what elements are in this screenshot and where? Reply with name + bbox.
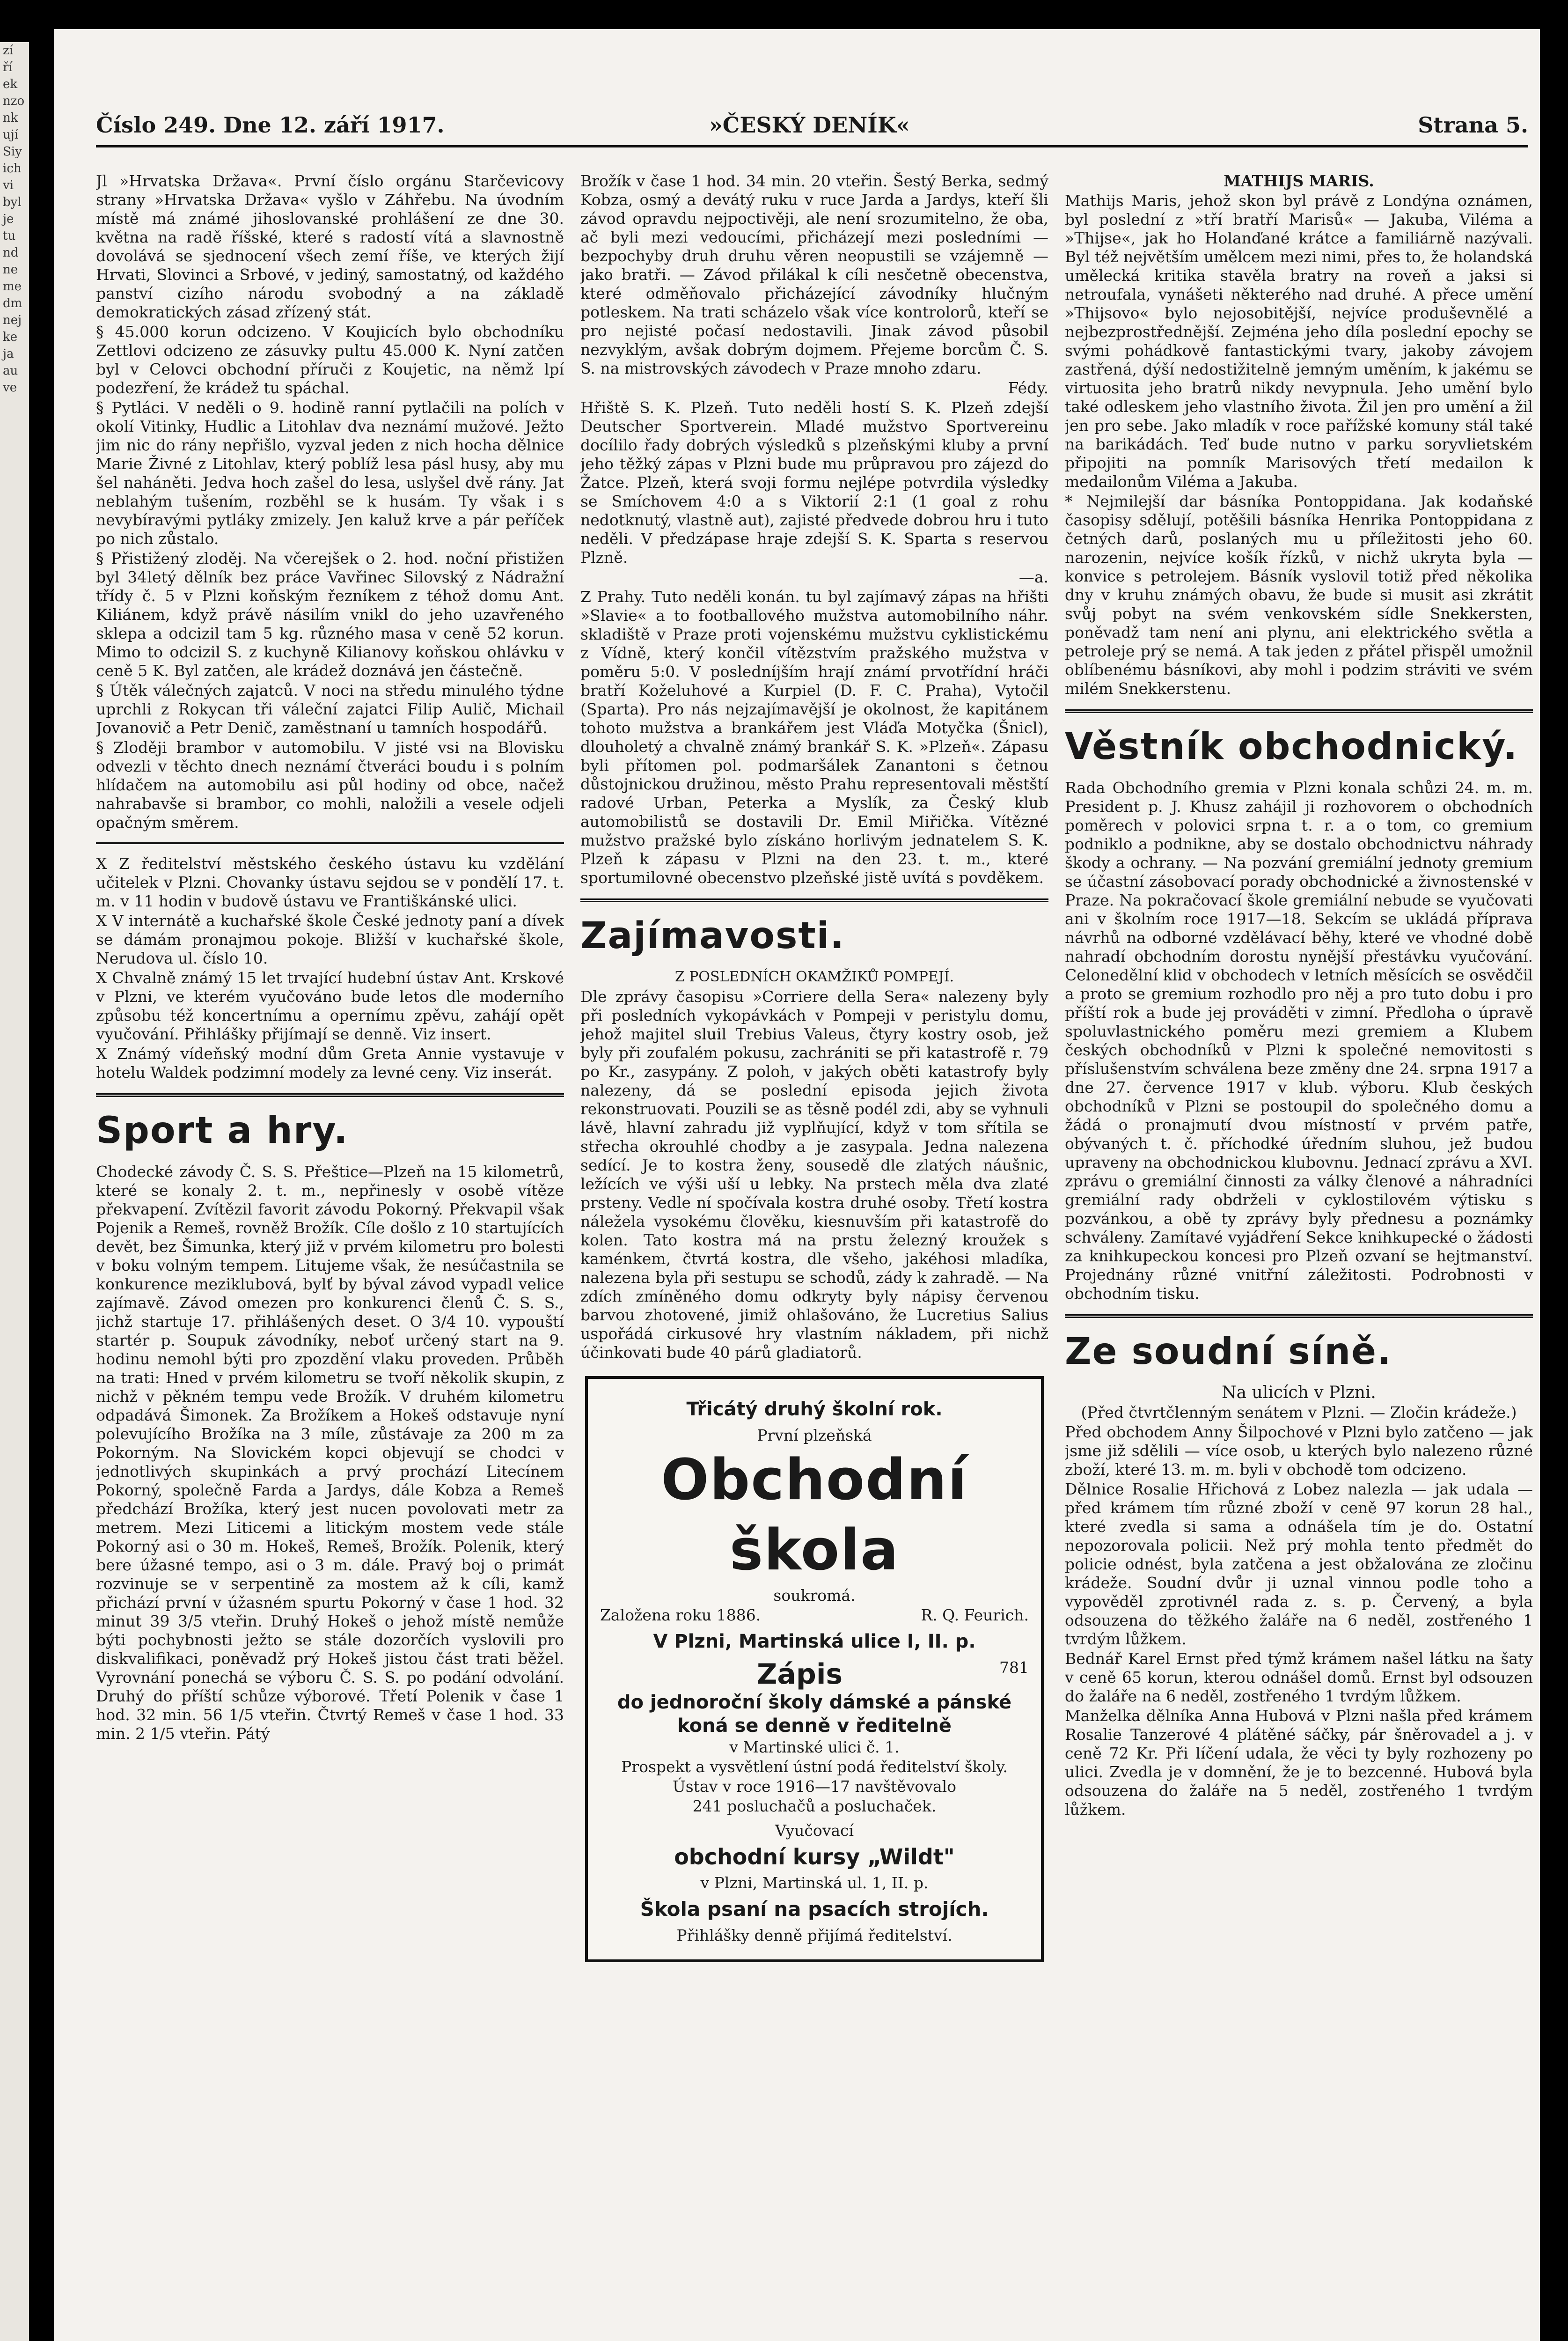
notice-reditelstvi: X Z ředitelství městského českého ústavu ku vzdělání učitelek v Plzni. Chovanky ústavu sejdou se v pondělí 17. t. m. v 11 hodin v budově ústavu ve Františkánské ulici.	[96, 854, 564, 910]
newspaper-title: »ČESKÝ DENÍK«	[709, 112, 910, 138]
article-pytlaci: § Pytláci. V neděli o 9. hodině ranní pytlačili na polích v okolí Vitinky, Hudlic a Litohlav dva neznámí mužové. Ježto jim nic do rány nepřišlo, vyzval jeden z nich hocha dělnice Marie Živné z Litohlav, který poblíž lesa pásl husy, aby mu šel naháněti. Jedva hoch zašel do lesa, uslyšel dvě rány. Jat neblahým tušením, rozběhl se k husám. Ty však i s nevybíravými pytláky zmizely. Jen kaluž krve a pár peříček po nich zůstalo.	[96, 398, 564, 548]
article-mathijs-maris: Mathijs Maris, jehož skon byl právě z Londýna oznámen, byl poslední z »tří bratří Marisů« — Jakuba, Viléma a »Thijse«, jak ho Holanďané krátce a familiárně nazývali. Byl též největším umělcem mezi nimi, přes to, že holandská umělecká kritika stavěla bratry na roveň a jaksi si netroufala, vynášeti některého nad druhé. A přece umění »Thijsovo« bylo nejosobitější, nejvíce produševnělé a nejbezprostřednější. Zejména jeho díla poslední epochy se svými pohádkově fantastickými tvary, jakoby závojem zastřená, dýší nedostižitelně jemným uměním, k jakému se virtuosita jeho bratrů nikdy nevypnula. Jeho umění bylo také odleskem jeho vlastního života. Žil jen pro umění a žil jen pro sebe. Jako mladík v roce pařížské komuny stál také na barikádách. Teď bude nutno v parku soryvlietském připojiti na pomník Marisových třetí medailon k medailonům Viléma a Jakuba.	[1065, 191, 1533, 491]
notice-hudebni-ustav: X Chvalně známý 15 let trvající hudební ústav Ant. Krskové v Plzni, ve kterém vyučováno bude letos dle moderního způsobu též koncertnímu a opernímu zpěvu, zahájí opět vyučování. Přihlášky přijímají se denně. Viz insert.	[96, 969, 564, 1043]
column-2	[580, 172, 1048, 2330]
ad-founded: Založena roku 1886.	[600, 1606, 761, 1624]
divider	[580, 898, 1048, 902]
ad-line: Škola psaní na psacích strojích.	[640, 1898, 989, 1921]
article-silpochova: Před obchodem Anny Šilpochové v Plzni bylo zatčeno — jak jsme již sdělili — více osob, u kterých bylo nalezeno různé zboží, které 13. m. m. byli v obchodě tom odcizeno.	[1065, 1423, 1533, 1479]
divider	[1065, 1314, 1533, 1318]
ad-row	[600, 1605, 1029, 1625]
prev-fragment: au	[3, 364, 18, 378]
article-utek-zajatcu: § Útěk válečných zajatců. V noci na středu minulého týdne uprchli z Rokycan tři váleční zajatci Filip Aulič, Michail Jovanovič a Petr Denič, zaměstnaní u tamních hospodářů.	[96, 681, 564, 737]
ad-line: První plzeňská	[757, 1426, 872, 1444]
masthead-rule	[96, 145, 1528, 147]
ad-title: Obchodní škola	[661, 1448, 968, 1583]
notice-internat: X V internátě a kuchařské škole České jednoty paní a dívek se dámám pronajmou pokoje. Bližší v kuchařské škole, Nerudova ul. číslo 10.	[96, 912, 564, 967]
prev-fragment: ří	[3, 60, 13, 74]
ad-line: Ústav v roce 1916—17 navštěvovalo	[672, 1777, 957, 1796]
article-chodecke-zavody-cont: Brožík v čase 1 hod. 34 min. 20 vteřin. Šestý Berka, sedmý Kobza, osmý a devátý ruku v ruce Jarda a Jardys, kteří šli závod opravdu nejpoctivěji, ale není srozumitelno, že oba, ač byli mezi vedoucími, přicházejí mezi posledními — bezpochyby druh druhu věren neopustili se vzájemně — jako bratři. — Závod přilákal k cíli nesčetně obecenstva, které odměňovalo přicházející závodníky hlučným potleskem. Na trati scházelo však více kontrolorů, kteří se pro nejisté počasí nedostavili. Jinak závod působil nezvyklým, avšak dobrým dojmem. Přejeme borcům Č. S. S. na mistrovských závodech v Praze mnoho zdaru.	[580, 172, 1048, 377]
ad-line: soukromá.	[773, 1586, 856, 1605]
article-pristizeny-zlodej: § Přistižený zloděj. Na včerejšek o 2. hod. noční přistižen byl 34letý dělník bez práce Vavřinec Silovský z Nádražní třídy č. 5 v Plzni koňským řezníkem z téhož domu Ant. Kiliánem, když právě násilím vnikl do jeho uzavřeného sklepa a odcizil tam 5 kg. různého masa v ceně 52 korun. Mimo to odcizil S. z kuchyně Kilianovy koňskou ohlávku v ceně 5 K. Byl zatčen, ale krádež doznává jen částečně.	[96, 549, 564, 680]
ad-zapis: Zápis	[756, 1658, 843, 1691]
column-1	[96, 172, 564, 2330]
prev-fragment: ve	[3, 381, 17, 395]
newspaper-page	[54, 29, 1540, 2341]
section-heading-sport: Sport a hry.	[96, 1110, 349, 1152]
prev-fragment: nk	[3, 111, 18, 125]
notice-modni-dum: X Známý vídeňský modní dům Greta Annie vystavuje v hotelu Waldek podzimní modely za levné ceny. Viz inserát.	[96, 1045, 564, 1082]
article-hrichova: Dělnice Rosalie Hřichová z Lobez nalezla — jak udala — před krámem tím různé zboží v ceně 97 korun 28 hal., které zvedla si sama a odnášela tím je do. Ostatní nepozorovala policii. Než prý mohla tento předmět do policie odnést, byla zatčena a jest obžalována ze zločinu krádeže. Soudní dvůr ji uznal vinnou podle toho a vypověděl zprotivnél rada z. s. p. Červený, a byla odsouzena do těžkého žaláře na 6 neděl, zostřeného 1 tvrdým lůžkem.	[1065, 1480, 1533, 1648]
article-korun-odcizeno: § 45.000 korun odcizeno. V Koujicích bylo obchodníku Zettlovi odcizeno ze zásuvky pultu 45.000 K. Nyní zatčen byl v Celovci obchodní příruči z Koujetic, na němž lpí podezření, že krádež tu spáchal.	[96, 323, 564, 397]
prev-fragment: me	[3, 280, 22, 294]
prev-fragment: byl	[3, 195, 22, 209]
ad-number: 781	[999, 1658, 1029, 1677]
article-pontoppidan: * Nejmilejší dar básníka Pontoppidana. Jak kodaňské časopisy sdělují, potěšili básníka Henrika Pontoppidana z četných darů, poslaných mu u příležitosti jeho 60. narozenin, nejvíce košík řízků, v nichž ukryta byla — konvice s petrolejem. Básník vyslovil totiž před několika dny v kruhu známých obavu, že bude si musit asi zkrátit svůj pobyt na svém venkovském sídle Snekkersten, poněvadž tam není ani plynu, ani elektrického světla a petroleje prý se nemá. A tak jeden z přátel přispěl umožnil oblíbenému básníkovi, aby mohl i podzim stráviti ve svém milém Snekkerstenu.	[1065, 492, 1533, 698]
prev-fragment: Siy	[3, 145, 22, 159]
prev-fragment: ne	[3, 263, 18, 277]
article-ernst: Bednář Karel Ernst před týmž krámem našel látku na šaty v ceně 65 korun, kterou odnášel domů. Ernst byl odsouzen do žaláře na 6 neděl, zostřeného 1 tvrdým lůžkem.	[1065, 1649, 1533, 1705]
ad-line: Prospekt a vysvětlení ústní podá ředitelství školy.	[621, 1758, 1008, 1776]
prev-fragment: nzo	[3, 94, 25, 108]
prev-fragment: ke	[3, 330, 18, 344]
prev-fragment: zí	[3, 44, 14, 58]
article-hrvatska-drzava: Jl »Hrvatska Država«. První číslo orgánu Starčevicovy strany »Hrvatska Država« vyšlo v Záhřebu. Na úvodním místě má známé jihoslovanské prohlášení ze dne 30. května na radě říšské, které s radostí vítá a slavnostně dovolává se sjednocení všech zemí říše, ve kterých žijí Hrvati, Slovinci a Srbové, v jediný, samostatný, od každého panství cizího národu svobodný a na základě demokratických zásad zřízený stát.	[96, 172, 564, 321]
article-chodecke-zavody: Chodecké závody Č. S. S. Přeštice—Plzeň na 15 kilometrů, které se konaly 2. t. m., nepřinesly v osobě vítěze překvapení. Zvítězil favorit závodu Pokorný. Překvapil však Pojenik a Remeš, rovněž Brožík. Cíle došlo z 10 startujících devět, bez Šimunka, který již v prvém kilometru pro bolesti v boku volným tempem. Litujeme však, že nesúčastnila se konkurence meziklubová, bylť by býval závod vypadl velice zajímavě. Závod omezen pro konkurenci členů Č. S. S., jichž startuje 17. přihlášených deset. O 3/4 10. vypouští startér p. Soupuk závodníky, neboť určený start na 9. hodinu nemohl býti pro zpozdění vlaku proveden. Průběh na trati: Hned v prvém kilometru se tvoří několik skupin, z nichž v pěkném tempu vede Brožík. V druhém kilometru odpadává Šimonek. Za Brožíkem a Hokeš odstavuje nyní polevujícího Brožíka na 3 míle, zůstávaje za 200 m za Pokorným. Na Slovickém kopci objevují se chodci v jednotlivých skupinkách a prvý prochází Litecínem Pokorný, společně Farda a Jardys, dále Kobza a Remeš předchází Brožíka, který jest nucen povolovati metr za metrem. Mezi Liticemi a litickým mostem vede stále Pokorný asi o 30 m. Hokeš, Remeš, Brožík. Polenik, který bere úžasné tempo, asi o 3 m. dále. Pravý boj o primát rozvinuje se v serpentině za mostem až k cíli, kamž přichází první v úžasném spurtu Pokorný v čase 1 hod. 32 minut 39 3/5 vteřin. Druhý Hokeš o jehož místě nemůže býti pochybnosti ježto se stále dozorčích vyslovili pro diskvalifikaci, poněvadž prý Hokeš jistou část trati běžel. Vyrovnání ponechá se výboru Č. S. S. po podání odvolání. Druhý do příští schůze výborové. Třetí Polenik v čase 1 hod. 32 min. 56 1/5 vteřin. Čtvrtý Remeš v čase 1 hod. 33 min. 2 1/5 vteřin. Pátý	[96, 1163, 564, 1743]
article-heading: Na ulicích v Plzni.	[1222, 1383, 1376, 1402]
ad-owner: R. Q. Feurich.	[921, 1606, 1029, 1624]
page-number: Strana 5.	[1418, 112, 1528, 138]
prev-fragment: nej	[3, 313, 22, 327]
prev-fragment: tu	[3, 229, 16, 243]
ad-address: V Plzni, Martinská ulice I, II. p.	[653, 1631, 976, 1652]
prev-fragment: je	[3, 212, 14, 226]
article-subheading: (Před čtvrtčlenným senátem v Plzni. — Zločin krádeže.)	[1081, 1403, 1517, 1421]
section-heading-obchodnicky: Věstník obchodnický.	[1065, 726, 1518, 768]
article-subheading: Z POSLEDNÍCH OKAMŽIKŮ POMPEJÍ.	[674, 969, 954, 985]
ad-line: v Plzni, Martinská ul. 1, II. p.	[700, 1874, 929, 1892]
prev-fragment: ují	[3, 128, 19, 142]
article-z-prahy: Z Prahy. Tuto neděli konán. tu byl zajímavý zápas na hřišti »Slavie« a to footballového mužstva automobilního náhr. skladiště v Praze proti vojenskému mužstvu cyklistickému z Vídně, který končil vítězstvím pražského mužstva v poměru 5:0. V posledníjším hrají známí prvotřídní hráči bratří Koželuhové a Kurpiel (D. F. C. Praha), Vytočil (Sparta). Pro nás nejzajímavější je okolnost, že kapitánem tohoto mužstva a brankářem jest Vláďa Motyčka (Šnicl), dlouholetý a chvalně známý brankář S. K. »Plzeň«. Zápasu byli přítomen pol. podmaršálek Zanantoni s četnou důstojnickou družinou, město Prahu representovali městští radové Urban, Peterka a Myslík, za Český klub automobilistů se dostavili Dr. Emil Miřička. Vítězné mužstvo pražské bylo získáno horlivým jednatelem S. K. Plzeň k zápasu v Plzni na den 23. t. m., které sportumilovné obecenstvo plzeňské jistě uvítá s povděkem.	[580, 588, 1048, 887]
issue-info: Číslo 249. Dne 12. září 1917.	[96, 112, 445, 138]
section-heading-soudni: Ze soudní síně.	[1065, 1331, 1392, 1373]
article-heading: MATHIJS MARIS.	[1224, 172, 1374, 190]
masthead	[96, 112, 1528, 150]
advertisement-obchodni-skola	[585, 1376, 1044, 1962]
ad-line: obchodní kursy „Wildt"	[674, 1844, 955, 1870]
article-zlodeji-brambor: § Zloději brambor v automobilu. V jisté vsi na Blovisku odvezli v těchto dnech neznámí čtveráci boudu i s polním hlídačem na automobilu asi půl hodiny od obce, načež nahrabavše si brambor, co mohli, naložili a vesele odjeli opačným směrem.	[96, 738, 564, 832]
divider	[1065, 709, 1533, 713]
signature: —a.	[1018, 568, 1048, 586]
column-3	[1065, 172, 1533, 2330]
previous-page-edge	[0, 42, 29, 2341]
section-heading-zajimavosti: Zajímavosti.	[580, 915, 845, 957]
ad-line: Vyučovací	[775, 1821, 854, 1840]
prev-fragment: ich	[3, 162, 22, 176]
divider	[96, 842, 564, 844]
prev-fragment: dm	[3, 296, 22, 310]
article-obchodni-gremium: Rada Obchodního gremia v Plzni konala schůzi 24. m. m. President p. J. Khusz zahájil ji rozhovorem o obchodních poměrech v polovici srpna t. r. a o tom, co gremium podniklo a podnikne, aby se dostalo obchodnictvu náhrady škody a ochrany. — Na pozvání gremiální jednoty gremium se účastní zásobovací porady obchodnické a živnostenské v Praze. Na pokračovací škole gremiální nebude se vyučovati ani v školním roce 1917—18. Sekcím se ukládá příprava návrhů na odborné vzdělávací běhy, které ve vhodné době nahradí obchodním dorostu nynější přestávku vyučování. Celonedělní klid v obchodech v letních měsících se osvědčil a proto se gremium rozhodlo pro něj a pro tuto dobu i pro příští rok a bude jej prováděti v zimní. Předloha o úpravě spoluvlastnického poměru mezi gremiem a Klubem českých obchodníků v Plzni k společné nemovitosti s příslušenstvím schválena beze změny dne 24. srpna 1917 a dne 27. července 1917 v klub. výboru. Klub českých obchodníků v Plzni se postoupil do společného domu a žádá o pronajmutí dvou místností v prvém patře, obývaných t. č. příchodké úředním sluhou, jež budou upraveny na obchodnickou klubovnu. Jednací zprávu a XVI. zprávu o gremiální činnosti za války členové a náhradníci gremiální rady obdrželi v cyklostilovém výtisku s pozvánkou, a obě ty zprávy byly přednesu a poznámky schváleny. Zamítavé vyjádření Sekce knihkupecké o žádosti za knihkupeckou koncesi pro Plzeň ozvaní se hejtmanství. Projednány různé vnitřní záležitosti. Podrobnosti v obchodním tisku.	[1065, 779, 1533, 1303]
ad-line: do jednoroční školy dámské a pánské koná se denně v ředitelně	[617, 1692, 1012, 1737]
prev-fragment: ek	[3, 77, 18, 91]
article-hriste-sk-plzen: Hřiště S. K. Plzeň. Tuto neděli hostí S. K. Plzeň zdejší Deutscher Sportverein. Mladé mužstvo Sportvereinu docílilo řady dobrých výsledků s plzeňskými kluby a první jeho těžký zápas v Plzni bude mu průpravou pro zájezd do Žatce. Plzeň, která svoji formu nejlépe potvrdila výsledky se Smíchovem 4:0 a s Viktorií 2:1 (1 goal z rohu nedotknutý, vlastně aut), zajisté předvede dobrou hru i tuto neděli. V předzápase hraje zdejší S. K. Sparta s reservou Plzně.	[580, 398, 1048, 567]
signature: Fédy.	[1008, 379, 1048, 397]
ad-line: 241 posluchačů a posluchaček.	[692, 1797, 937, 1815]
divider	[96, 1093, 564, 1097]
prev-fragment: vi	[3, 178, 14, 192]
ad-row	[600, 1658, 1029, 1691]
ad-line: v Martinské ulici č. 1.	[729, 1738, 900, 1756]
prev-fragment: nd	[3, 246, 19, 260]
ad-line: Třicátý druhý školní rok.	[686, 1399, 943, 1420]
ad-line: Přihlášky denně přijímá ředitelství.	[676, 1926, 953, 1944]
article-hubova: Manželka dělníka Anna Hubová v Plzni našla před krámem Rosalie Tanzerové 4 plátěné sáčky, pár šněrovadel a j. v ceně 72 Kr. Při líčení udala, že věci ty byly rozhozeny po ulici. Zvedla je v domnění, že je to bezcenné. Hubová byla odsouzena do žaláře na 5 neděl, zostřeného 1 tvrdým lůžkem.	[1065, 1707, 1533, 1818]
prev-fragment: ja	[3, 347, 14, 361]
article-pompeje: Dle zprávy časopisu »Corriere della Sera« nalezeny byly při posledních vykopávkách v Pompeji v peristylu domu, jehož majitel sluil Trebius Valeus, čtyry kostry osob, jež byly při zoufalém pokusu, zachrániti se při katastrofě r. 79 po Kr., zasypány. Z poloh, v jakých oběti katastrofy byly nalezeny, dá se poslední episoda jejich života rekonstruovati. Pouzili se as těsně podél zdi, aby se vyhnuli lávě, hlavní zahradu již vyplňující, když v tom sřítila se střecha okrouhlé chodby a je zasypala. Jedna nalezena sedící. Je to kostra ženy, sousedě dle zlatých náušnic, ležících ve výši uší u lebky. Na prstech měla dva zlaté prsteny. Vedle ní spočívala kostra druhé osoby. Třetí kostra náležela vysokému člověku, kiesnuvším při katastrofě do kolen. Tato kostra má na prstu železný kroužek s kaménkem, čtvrtá kostra, dle všeho, jakéhosi mladíka, nalezena byla při sestupu se schodů, zády k zahradě. — Na zdích zmíněného domu odkryty byly nápisy červenou barvou zhotovené, jimiž ohlašováno, že Lucretius Salius uspořádá cirkusové hry vlastním nákladem, při nichž účinkovati bude 40 párů gladiatorů.	[580, 987, 1048, 1362]
